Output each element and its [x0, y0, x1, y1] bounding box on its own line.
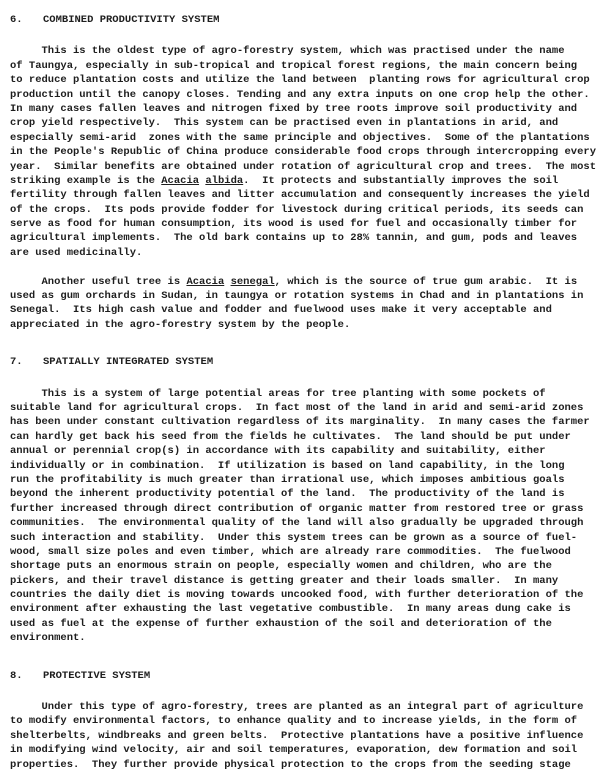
text-line: [10, 729, 596, 743]
paragraph: [10, 387, 596, 646]
text-line: [10, 174, 596, 188]
text-segment: suitable land for agricultural crops. In fact most of the land in arid and semi-arid zones: [10, 401, 584, 414]
text-line: [10, 714, 596, 728]
text-segment: annual or perennial crop(s) in accordance with its capability and suitability, either: [10, 445, 546, 458]
text-segment: used as fuel at the expense of further exhaustion of the soil and deterioration of the: [10, 617, 552, 630]
text-line: [10, 116, 596, 130]
text-segment: Senegal. Its high cash value and fodder and fuelwood uses make it very acceptable and: [10, 304, 552, 317]
text-segment: of Taungya, especially in sub-tropical and tropical forest regions, the main concern being: [10, 59, 578, 72]
section-spacer: [10, 332, 596, 355]
text-segment: Another useful tree is: [10, 275, 187, 288]
text-segment: production until the canopy closes. Tending and any extra inputs on one crop help the other.: [10, 88, 590, 101]
text-line: [10, 387, 596, 401]
text-segment: Under this type of agro-forestry, trees are planted as an integral part of agriculture: [10, 701, 584, 714]
text-segment: serve as food for human consumption, its wood is used for fuel and occasionally timber for: [10, 218, 578, 231]
text-line: [10, 531, 596, 545]
text-segment: in the People's Republic of China produce considerable food crops through intercropping every: [10, 146, 596, 159]
text-line: [10, 545, 596, 559]
text-segment: crop yield respectively. This system can be practised even in plantations in arid, and: [10, 117, 559, 130]
text-segment: of the crops. Its pods provide fodder for livestock during critical periods, its seeds can: [10, 203, 584, 216]
section-title: SPATIALLY INTEGRATED SYSTEM: [43, 356, 214, 369]
text-line: [10, 102, 596, 116]
heading-spacer: [10, 370, 596, 387]
text-line: [10, 401, 596, 415]
text-segment: wood, small size poles and even timber, which are already rare commodities. The fuelwood: [10, 545, 571, 558]
section-title: PROTECTIVE SYSTEM: [43, 669, 151, 682]
section-number: 6.: [10, 14, 23, 26]
text-line: [10, 415, 596, 429]
section-heading: [10, 669, 596, 683]
text-line: [10, 430, 596, 444]
document-page: [10, 13, 596, 772]
text-line: [10, 59, 596, 73]
text-segment: agricultural implements. The old bark contains up to 28% tannin, and gum, pods and leaves: [10, 232, 578, 245]
text-line: [10, 473, 596, 487]
text-line: [10, 289, 596, 303]
text-line: [10, 574, 596, 588]
text-segment: In many cases fallen leaves and nitrogen fixed by tree roots improve soil productivity and: [10, 102, 578, 115]
text-line: [10, 516, 596, 530]
text-segment: run the profitability is much greater than irrational use, which imposes ambitious goals: [10, 473, 565, 486]
text-segment: individually or in combination. If utilization is based on land capability, in the long: [10, 459, 565, 472]
section-title: COMBINED PRODUCTIVITY SYSTEM: [43, 14, 220, 26]
text-segment: shortage puts an enormous strain on people, especially women and children, who are the: [10, 560, 552, 573]
underlined-species-name: Acacia: [186, 275, 225, 288]
text-segment: to modify environmental factors, to enhance quality and to increase yields, in the form of: [10, 715, 578, 728]
paragraph: [10, 44, 596, 260]
text-line: [10, 444, 596, 458]
heading-spacer: [10, 27, 596, 44]
text-line: [10, 602, 596, 616]
heading-spacer: [10, 683, 596, 700]
underlined-species-name: senegal: [230, 275, 275, 288]
text-line: [10, 88, 596, 102]
text-line: [10, 487, 596, 501]
text-segment: . It protects and substantially improves the soil: [243, 174, 559, 187]
text-line: [10, 145, 596, 159]
text-line: [10, 588, 596, 602]
text-segment: in modifying wind velocity, air and soil temperatures, evaporation, dew formation and soil: [10, 744, 578, 757]
paragraph-spacer: [10, 260, 596, 274]
text-segment: can hardly get back his seed from the fields he cultivates. The land should be put under: [10, 430, 571, 443]
text-segment: environment.: [10, 632, 86, 645]
section-spacer: [10, 646, 596, 669]
text-line: [10, 502, 596, 516]
text-line: [10, 246, 596, 260]
text-segment: especially semi-arid zones with the same principle and objectives. Some of the plantations: [10, 131, 590, 144]
text-segment: striking example is the: [10, 174, 162, 187]
text-segment: properties. They further provide physical protection to the crops from the seeding stage: [10, 758, 571, 771]
text-segment: pickers, and their travel distance is getting greater and their loads smaller. In many: [10, 574, 559, 587]
text-segment: are used medicinally.: [10, 246, 143, 259]
text-line: [10, 743, 596, 757]
text-segment: communities. The environmental quality of the land will also gradually be upgraded through: [10, 517, 584, 530]
section-number: 7.: [10, 356, 23, 369]
text-line: [10, 73, 596, 87]
text-line: [10, 44, 596, 58]
text-line: [10, 188, 596, 202]
text-segment: This is the oldest type of agro-forestry system, which was practised under the name: [10, 45, 565, 58]
text-line: [10, 758, 596, 772]
text-line: [10, 203, 596, 217]
underlined-species-name: Acacia: [161, 174, 200, 187]
section-heading: [10, 355, 596, 369]
text-segment: , which is the source of true gum arabic. It is: [274, 275, 578, 288]
text-segment: further increased through direct contribution of organic matter from restored tree or grass: [10, 502, 584, 515]
text-segment: countries the daily diet is moving towards uncooked food, with further deterioration of the: [10, 589, 584, 602]
text-segment: such interaction and stability. Under this system trees can be grown as a source of fuel-: [10, 531, 578, 544]
text-segment: appreciated in the agro-forestry system by the people.: [10, 318, 351, 331]
text-segment: beyond the inherent productivity potential of the land. The productivity of the land is: [10, 488, 565, 501]
text-segment: This is a system of large potential areas for tree planting with some pockets of: [10, 387, 546, 400]
text-line: [10, 559, 596, 573]
text-segment: shelterbelts, windbreaks and green belts. Protective plantations have a positive influence: [10, 729, 584, 742]
text-line: [10, 275, 596, 289]
text-segment: has been under constant cultivation regardless of its marginality. In many cases the farmer: [10, 416, 590, 429]
text-segment: to reduce plantation costs and utilize the land between planting rows for agricultural crop: [10, 74, 590, 87]
text-line: [10, 231, 596, 245]
text-line: [10, 318, 596, 332]
text-line: [10, 700, 596, 714]
section-number: 8.: [10, 669, 23, 682]
text-segment: fertility through fallen leaves and litter accumulation and consequently increases the yield: [10, 189, 590, 202]
text-line: [10, 160, 596, 174]
section-heading: [10, 13, 596, 27]
text-segment: environment after exhausting the last vegetative combustible. In many areas dung cake is: [10, 603, 571, 616]
underlined-species-name: albida: [205, 174, 244, 187]
text-segment: used as gum orchards in Sudan, in taungya or rotation systems in Chad and in plantations in: [10, 290, 584, 303]
paragraph: [10, 275, 596, 333]
text-line: [10, 303, 596, 317]
text-line: [10, 131, 596, 145]
paragraph: [10, 700, 596, 772]
text-segment: year. Similar benefits are obtained under rotation of agricultural crop and trees. The most: [10, 160, 596, 173]
text-line: [10, 217, 596, 231]
text-line: [10, 617, 596, 631]
text-line: [10, 459, 596, 473]
text-line: [10, 631, 596, 645]
